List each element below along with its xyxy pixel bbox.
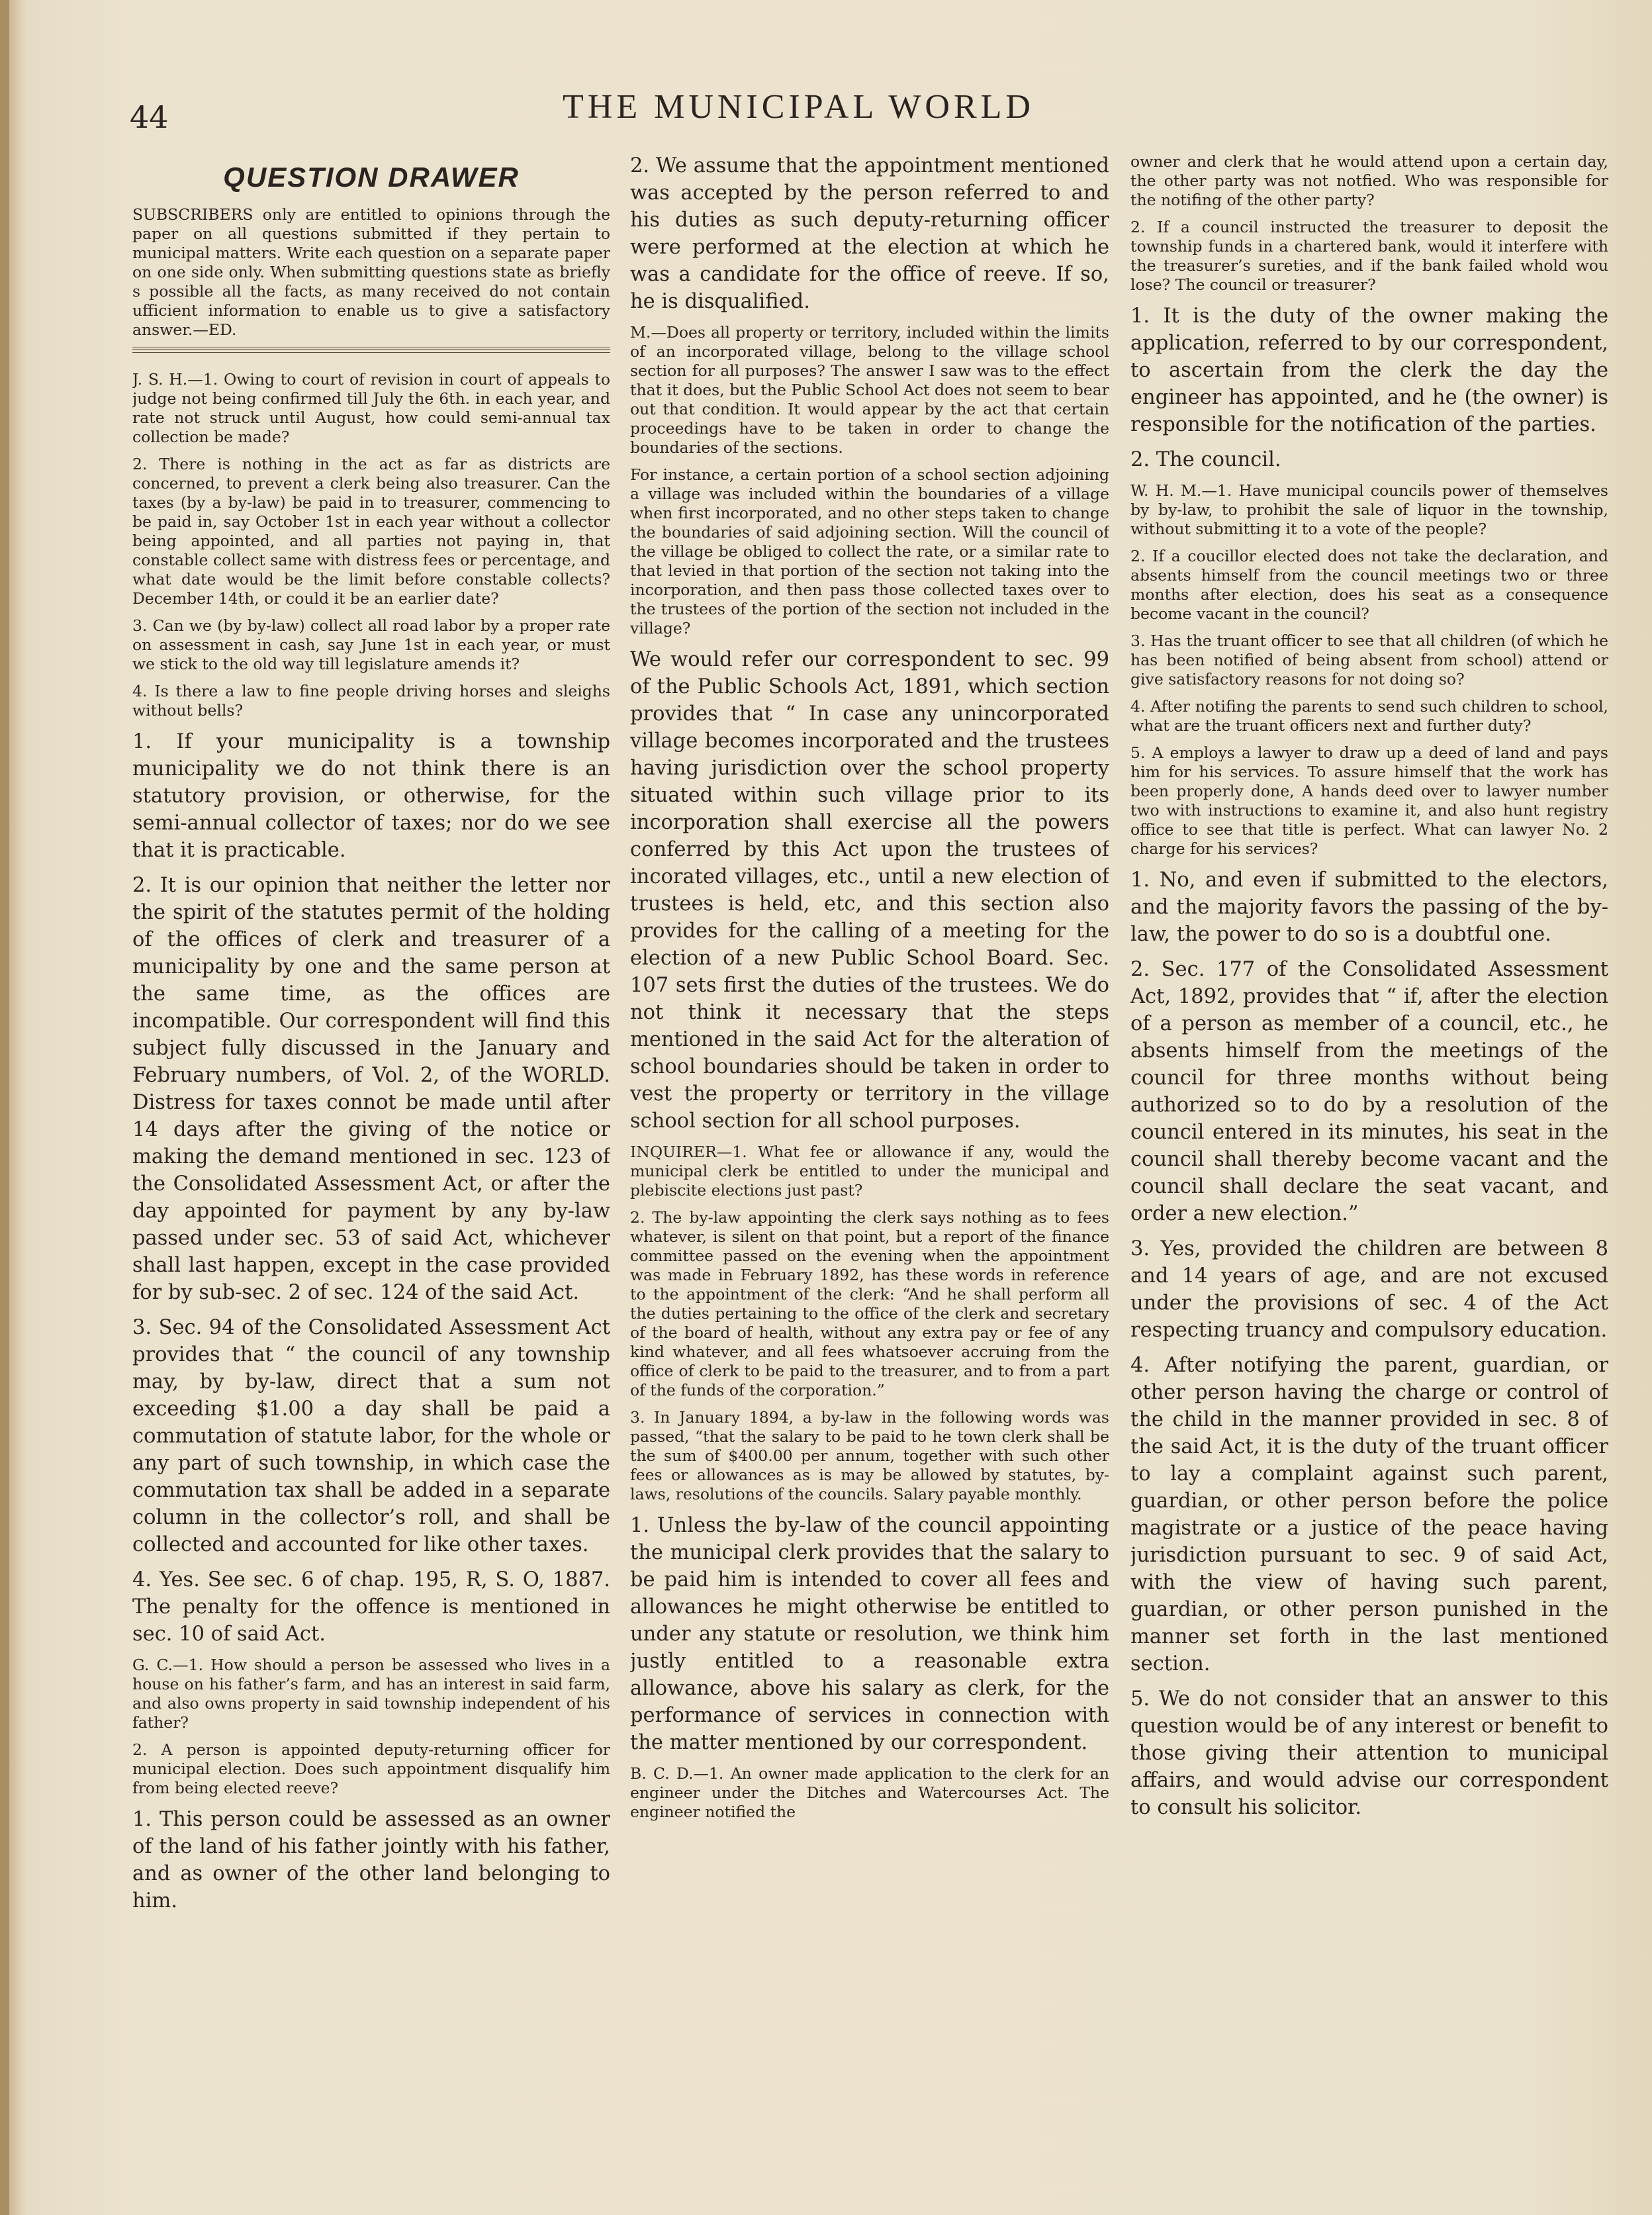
answer-paragraph: 4. After notifying the parent, guardian, or other person having the charge or control of the child in the manner provided in sec. 8 of the said Act, it is the duty of the truant officer to lay a complaint against such parent, guardian, or other person before the police magistrate or a justice of the peace having jurisdiction pursuant to sec. 9 of said Act, with the view of having such parent, guardian, or other person punished in the manner set forth in the last mentioned section. [1130, 1354, 1608, 1675]
question-paragraph: 5. A employs a lawyer to draw up a deed of land and pays him for his services. To assure himself that the work has been properly done, A hands deed over to lawyer number two with instructions to examine it, and also hunt registry office to see that title is perfect. What can lawyer No. 2 charge for his services? [1130, 743, 1608, 858]
question-paragraph: G. C.—1. How should a person be assessed who lives in a house on his father’s farm, and has an interest in said farm, and also owns property in said township independent of his father? [132, 1656, 610, 1732]
column-2 [630, 152, 1109, 1830]
question-paragraph: 3. Can we (by by-law) collect all road labor by a proper rate on assessment in cash, say June 1st in each year, or must we stick to the old way till legislature amends it? [132, 616, 610, 673]
question-paragraph: 2. If a council instructed the treasurer to deposit the township funds in a chartered bank, would it interfere with the treasurer’s sureties, and if the bank failed whold wou lose? The council or treasurer? [1130, 218, 1608, 294]
question-paragraph: W. H. M.—1. Have municipal councils power of themselves by by-law, to prohibit the sale of liquor in the township, without submitting it to a vote of the people? [1130, 481, 1608, 538]
question-paragraph: owner and clerk that he would attend upon a certain day, the other party was not notfied. Who was responsible for the notifing of the other party? [1130, 152, 1608, 209]
column-1 [132, 152, 610, 1922]
answer-paragraph: 2. It is our opinion that neither the letter nor the spirit of the statutes permit of the holding of the offices of clerk and treasurer of a municipality by one and the same person at the same time, as the offices are incompatible. Our correspondent will find this subject fully discussed in the January and February numbers, of Vol. 2, of the WORLD. Distress for taxes connot be made until after 14 days after the giving of the notice or making the demand mentioned in sec. 123 of the Consolidated Assessment Act, or after the day appointed for payment by any by-law passed under sec. 53 of said Act, whichever shall last happen, except in the case provided for by sub-sec. 2 of sec. 124 of the said Act. [132, 874, 610, 1304]
question-paragraph: 2. If a coucillor elected does not take the declaration, and absents himself from the council meetings two or three months after election, does his seat as a consequence become vacant in the council? [1130, 547, 1608, 623]
question-paragraph: For instance, a certain portion of a school section adjoining a village was included within the boundaries of a village when first incorporated, and no other steps taken to change the boundaries of said adjoining section. Will the council of the village be obliged to collect the rate, or a similar rate to that levied in that portion of the section not taking into the incorporation, and then pass those collected taxes over to the trustees of the portion of the section not included in the village? [630, 465, 1109, 637]
answer-paragraph: 3. Yes, provided the children are between 8 and 14 years of age, and are not excused under the provisions of sec. 4 of the Act respecting truancy and compulsory education. [1130, 1237, 1608, 1342]
question-paragraph: INQUIRER—1. What fee or allowance if any, would the municipal clerk be entitled to under the municipal and plebiscite elections just past? [630, 1143, 1109, 1200]
question-paragraph: M.—Does all property or territory, included within the limits of an incorporated village, belong to the village school section for all purposes? The answer I saw was to the effect that it does, but the Public School Act does not seem to bear out that condition. It would appear by the act that certain proceedings have to be taken in order to change the boundaries of the sections. [630, 323, 1109, 457]
page-number: 44 [130, 99, 169, 135]
question-paragraph: 2. There is nothing in the act as far as districts are concerned, to prevent a clerk being also treasurer. Can the taxes (by a by-law) be paid in to treasurer, commencing to be paid in, say October 1st in each year without a collector being appointed, and all parties not paying in, that constable collect same with distress fees or percentage, and what date would be the limit before constable collects? December 14th, or could it be an earlier date? [132, 455, 610, 608]
question-paragraph: 2. The by-law appointing the clerk says nothing as to fees whatever, is silent on that point, but a report of the finance committee passed on the evening when the appointment was made in February 1892, has these words in reference to the appointment of the clerk: “And he shall perform all the duties pertaining to the office of the clerk and secretary of the board of health, without any extra pay or fee of any kind whatever, and all fees whatsoever accruing from the office of clerk to be paid to the treasurer, and to from a part of the funds of the corporation.” [630, 1208, 1109, 1399]
question-paragraph: B. C. D.—1. An owner made application to the clerk for an engineer under the Ditches and Watercourses Act. The engineer notified the [630, 1764, 1109, 1821]
section-divider [132, 348, 610, 353]
answer-paragraph: 1. If your municipality is a township municipality we do not think there is an statutory provision, or otherwise, for the semi-annual collector of taxes; nor do we see that it is practicable. [132, 730, 610, 862]
answer-paragraph: 1. It is the duty of the owner making the application, referred to by our correspondent, to ascertain from the clerk the day the engineer has appointed, and he (the owner) is responsible for the notification of the parties. [1130, 305, 1608, 436]
question-paragraph: 4. Is there a law to fine people driving horses and sleighs without bells? [132, 682, 610, 720]
question-paragraph: SUBSCRIBERS only are entitled to opinions through the paper on all questions submitted if they pertain to municipal matters. Write each question on a separate paper on one side only. When submitting questions state as briefly s possible all the facts, as many received do not contain ufficient information to enable us to give a satisfactory answer.—ED. [132, 205, 610, 339]
answer-paragraph: 1. No, and even if submitted to the electors, and the majority favors the passing of the by-law, the power to do so is a doubtful one. [1130, 869, 1608, 946]
answer-paragraph: 2. The council. [1130, 448, 1281, 471]
section-title: QUESTION DRAWER [223, 162, 520, 193]
question-paragraph: 3. In January 1894, a by-law in the following words was passed, “that the salary to be paid to he town clerk shall be the sum of $400.00 per annum, together with such other fees or allowances as is may be allowed by statutes, by-laws, resolutions of the councils. Salary payable monthly. [630, 1408, 1109, 1503]
page-binding-edge [0, 0, 9, 2215]
answer-paragraph: 1. This person could be assessed as an owner of the land of his father jointly with his father, and as owner of the other land belonging to him. [132, 1808, 610, 1912]
answer-paragraph: 2. We assume that the appointment mentioned was accepted by the person referred to and his duties as such deputy-returning officer were performed at the election at which he was a candidate for the office of reeve. If so, he is disqualified. [630, 154, 1109, 313]
question-paragraph: 2. A person is appointed deputy-returning officer for municipal election. Does such appointment disqualify him from being elected reeve? [132, 1740, 610, 1797]
answer-paragraph: We would refer our correspondent to sec. 99 of the Public Schools Act, 1891, which section provides that “ In case any unincorporated village becomes incorporated and the trustees having jurisdiction over the school property situated within such village prior to its incorporation shall exercise all the powers conferred by this Act upon the trustees of incorated villages, etc., until a new election of trustees is held, etc, and this section also provides for the calling of a meeting for the election of a new Public School Board. Sec. 107 sets first the duties of the trustees. We do not think it necessary that the steps mentioned in the said Act for the alteration of school boundaries should be taken in order to vest the property or territory in the village school section for all school purposes. [630, 648, 1109, 1133]
answer-paragraph: 1. Unless the by-law of the council appointing the municipal clerk provides that the salary to be paid him is intended to cover all fees and allowances he might otherwise be entitled to under any statute or resolution, we think him justly entitled to a reasonable extra allowance, above his salary as clerk, for the performance of services in connection with the matter mentioned by our correspondent. [630, 1514, 1109, 1754]
column-3 [1130, 152, 1608, 1829]
question-paragraph: J. S. H.—1. Owing to court of revision in court of appeals to judge not being confirmed till July the 6th. in each year, and rate not struck until August, how could semi-annual tax collection be made? [132, 370, 610, 446]
question-paragraph: 4. After notifing the parents to send such children to school, what are the truant officers next and further duty? [1130, 697, 1608, 735]
answer-paragraph: 2. Sec. 177 of the Consolidated Assessment Act, 1892, provides that “ if, after the election of a person as member of a council, etc., he absents himself from the meetings of the council for three months without being authorized so to do by a resolution of the council entered in its minutes, his seat in the council shall thereby become vacant and the council shall declare the seat vacant, and order a new election.” [1130, 958, 1608, 1225]
question-paragraph: 3. Has the truant officer to see that all children (of which he has been notified of being absent from school) attend or give satisfactory reasons for not doing so? [1130, 632, 1608, 688]
running-title: THE MUNICIPAL WORLD [563, 88, 1034, 126]
answer-paragraph: 4. Yes. See sec. 6 of chap. 195, R, S. O, 1887. The penalty for the offence is mentioned in sec. 10 of said Act. [132, 1568, 610, 1646]
answer-paragraph: 3. Sec. 94 of the Consolidated Assessment Act provides that “ the council of any township may, by by-law, direct that a sum not exceeding $1.00 a day shall be paid a commutation of statute labor, for the whole or any part of such township, in which case the commutation tax shall be added in a separate column in the collector’s roll, and shall be collected and accounted for like other taxes. [132, 1316, 610, 1556]
answer-paragraph: 5. We do not consider that an answer to this question would be of any interest or benefit to those giving their attention to municipal affairs, and would advise our correspondent to consult his solicitor. [1130, 1687, 1608, 1819]
